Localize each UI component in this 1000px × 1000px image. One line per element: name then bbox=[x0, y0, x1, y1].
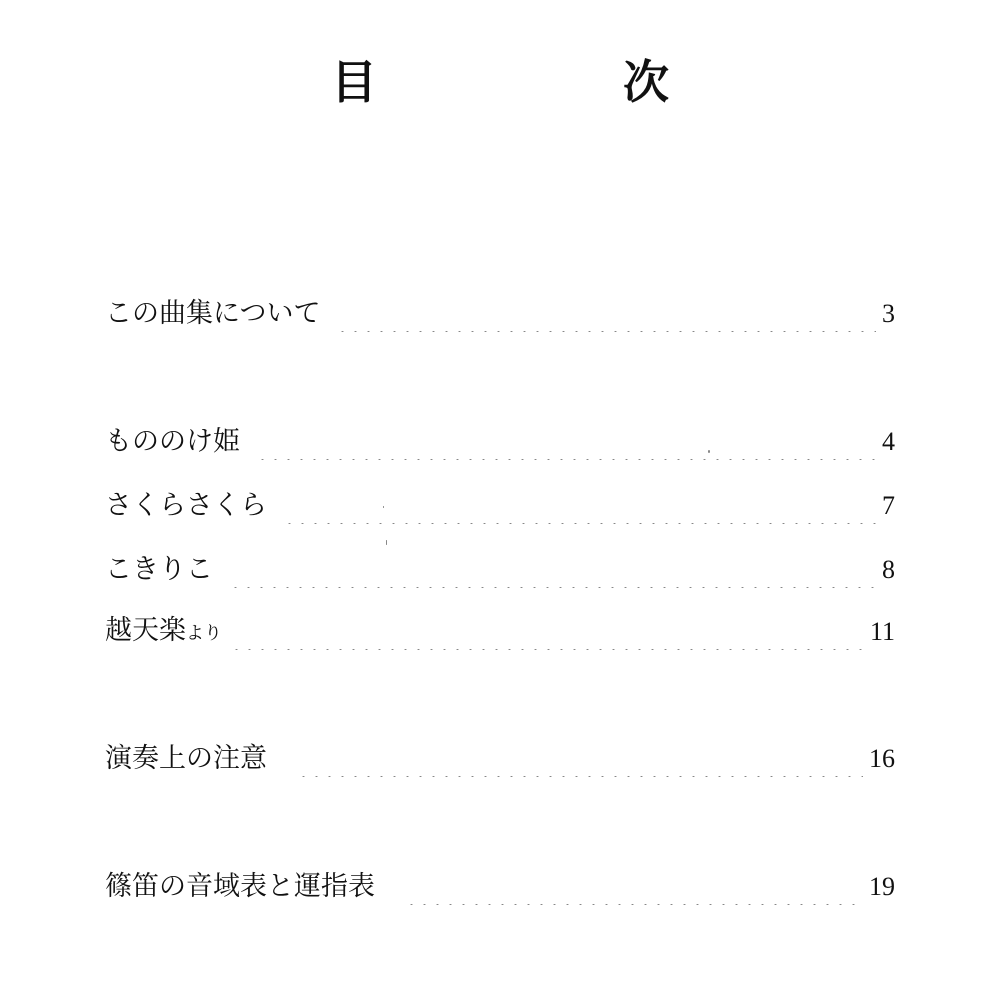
toc-entry-mononoke[interactable] bbox=[105, 424, 895, 460]
toc-page-number: 7 bbox=[882, 491, 895, 520]
paper-speck bbox=[386, 540, 387, 545]
toc-page-number: 4 bbox=[882, 427, 895, 456]
toc-page-number: 3 bbox=[882, 299, 895, 328]
toc-page-number: 19 bbox=[869, 872, 895, 901]
dot-leader bbox=[256, 424, 876, 460]
toc-entry-title-suffix: より bbox=[186, 622, 222, 644]
toc-entry-title: この曲集について bbox=[105, 298, 321, 329]
toc-entry-title: こきりこ bbox=[105, 554, 213, 585]
dot-leader bbox=[336, 296, 876, 332]
toc-entry-performance-notes[interactable] bbox=[105, 741, 895, 777]
dot-leader bbox=[230, 614, 864, 650]
toc-entry-etenraku[interactable] bbox=[105, 614, 895, 650]
toc-entry-title: もののけ姫 bbox=[105, 426, 240, 457]
toc-entry-sakura[interactable] bbox=[105, 488, 895, 524]
toc-entry-kokiriko[interactable] bbox=[105, 552, 895, 588]
toc-entry-title: さくらさくら bbox=[105, 490, 267, 521]
toc-entry-title-main: 越天楽 bbox=[105, 614, 186, 646]
dot-leader bbox=[405, 869, 863, 905]
paper-speck bbox=[708, 450, 710, 453]
toc-entry-fingering-chart[interactable] bbox=[105, 869, 895, 905]
toc-page-number: 8 bbox=[882, 555, 895, 584]
dot-leader bbox=[297, 741, 863, 777]
toc-entry-title: 篠笛の音域表と運指表 bbox=[105, 871, 375, 902]
paper-speck bbox=[383, 506, 384, 508]
dot-leader bbox=[283, 488, 876, 524]
dot-leader bbox=[229, 552, 876, 588]
toc-page-number: 16 bbox=[869, 744, 895, 773]
toc-page-number: 11 bbox=[869, 617, 895, 646]
toc-entry-about[interactable] bbox=[105, 296, 895, 332]
toc-entry-title: 演奏上の注意 bbox=[105, 743, 267, 774]
toc-entry-title bbox=[105, 613, 222, 652]
page-title: 目 次 bbox=[331, 55, 769, 109]
